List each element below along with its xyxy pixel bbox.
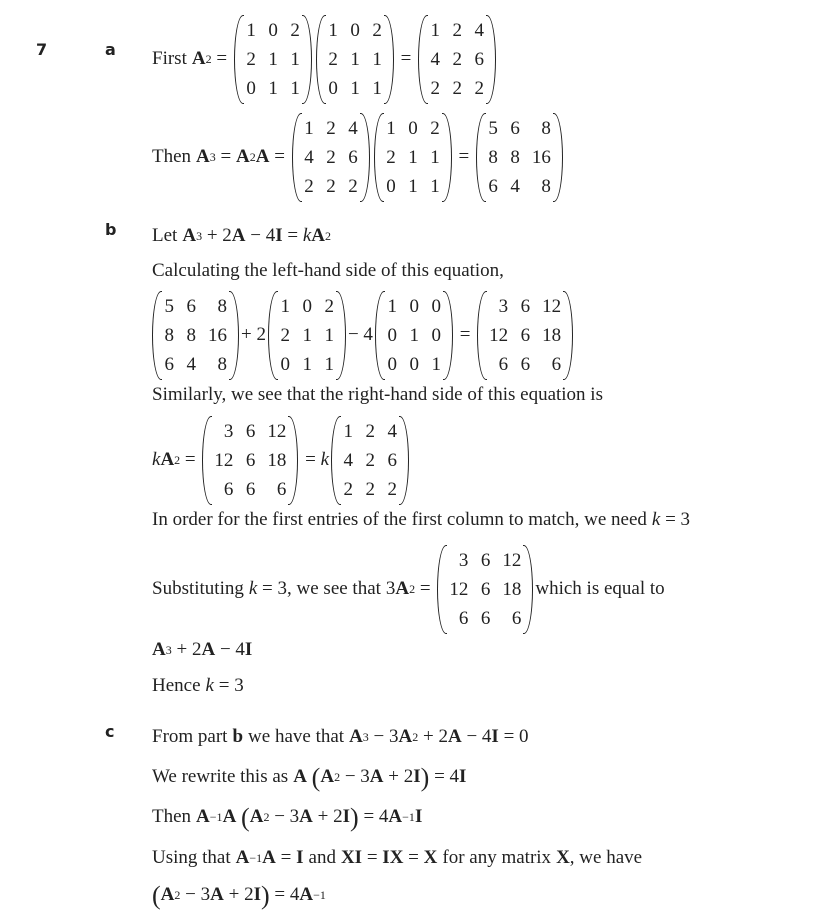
matrix-entry: 0 [387,324,397,346]
matrix-A [374,113,452,202]
matrix-entry: 16 [208,324,227,346]
similarly-text: Similarly, we see that the right-hand side of this equation is [152,384,603,405]
matrix-entry: 6 [474,48,485,70]
right-parenthesis [384,15,394,104]
matrix-entry: 6 [164,353,174,375]
part-c-line-5: ( A 2 − 3 A + 2 I ) = 4 A −1 [152,881,326,910]
part-c-line-1: From part b we have that A 3 − 3 A 2 + 2 A − 4 I = 0 [152,726,529,747]
k-value: 3 [234,675,244,696]
matrix-entry: 6 [498,353,509,375]
matrix-entry: 6 [510,117,520,139]
matrix-entry: 6 [245,420,256,442]
matrix-entry: 3 [498,295,509,317]
matrix-entry: 1 [372,48,382,70]
matrix-entry: 1 [408,146,418,168]
right-parenthesis [302,15,312,104]
then-text: Then [152,806,192,827]
matrix-entry: 2 [365,449,376,471]
matrix-entry: 6 [348,146,358,168]
matrix-entry: 2 [452,77,463,99]
matrix-entry: 8 [186,324,196,346]
matrix-entry: 1 [430,175,440,197]
left-parenthesis [292,113,302,202]
matrix-entry: 12 [267,420,287,442]
part-a-label: a [105,40,116,59]
part-b-let-line: Let A 3 + 2 A − 4 I = k A 2 [152,225,332,246]
matrix-entry: 8 [541,175,551,197]
matrix-entry: 5 [488,117,498,139]
matrix-entry: 2 [372,19,382,41]
rhs-equation: k A 2 = 3 6 12 12 6 18 6 6 6 = k 1 2 4 4 2 6 2 2 2 [152,418,411,502]
matrix-entry: 1 [302,324,312,346]
right-parenthesis [443,291,453,380]
right-parenthesis [399,416,409,505]
k-value: 3 [680,509,691,530]
matrix-entry: 1 [387,295,397,317]
matrix-entry: 2 [326,146,336,168]
matrix-entry: 2 [452,19,463,41]
then-text: Then [152,146,192,167]
matrix-entry: 4 [474,19,485,41]
and-text: and [308,847,336,868]
matrix-entry: 6 [520,324,531,346]
matrix-entry: 1 [386,117,396,139]
matrix-entry: 2 [365,478,376,500]
matrix-entry: 2 [304,175,314,197]
right-parenthesis [563,291,573,380]
matrix-entry: 0 [431,324,441,346]
matrix-entry: 1 [430,146,440,168]
matrix-entry: 0 [387,353,397,375]
matrix-entry: 0 [328,77,338,99]
substituting-text: Substituting [152,578,244,599]
matrix-entry: 1 [343,420,354,442]
matrix-entry: 4 [510,175,520,197]
matrix-grid [447,545,523,634]
matrix-entry: 2 [290,19,300,41]
k-value: 3 [277,578,288,599]
order-line: In order for the first entries of the first column to match, we need k = 3 [152,509,691,530]
matrix-grid [326,15,384,104]
left-parenthesis [234,15,244,104]
hence-text: Hence [152,675,201,696]
matrix-entry: 6 [245,478,256,500]
matrix-grid [385,291,443,380]
matrix-entry: 0 [268,19,278,41]
matrix-entry: 6 [488,175,498,197]
matrix-A [268,291,346,380]
matrix-entry: 12 [449,578,469,600]
matrix-lhs-result [477,291,573,380]
part-c-line-3: Then A −1 A ( A 2 − 3 A + 2 I ) = 4 A −1 I [152,803,423,832]
matrix-entry: 2 [430,117,440,139]
matrix-grid [244,15,302,104]
part-c-line-4: Using that A −1 A = I and XI = IX = X for any matrix X , we have [152,847,643,868]
matrix-A2 [292,113,370,202]
matrix-A3 [476,113,563,202]
matrix-entry: 12 [214,449,234,471]
left-parenthesis [437,545,447,634]
matrix-3A2 [437,545,533,634]
matrix-entry: 18 [542,324,562,346]
left-parenthesis [477,291,487,380]
matrix-entry: 4 [304,146,314,168]
matrix-A2 [418,15,496,104]
matrix-entry: 2 [326,175,336,197]
matrix-entry: 6 [480,578,491,600]
matrix-entry: 1 [350,48,360,70]
matrix-entry: 2 [387,478,398,500]
right-parenthesis [442,113,452,202]
matrix-entry: 12 [542,295,562,317]
matrix-entry: 6 [245,449,256,471]
part-c-line-2: We rewrite this as A ( A 2 − 3 A + 2 I ) = 4 I [152,763,467,792]
matrix-grid [302,113,360,202]
question-number: 7 [36,40,48,59]
matrix-entry: 4 [387,420,398,442]
we-have-that-text: we have that [248,726,345,747]
for-any-matrix-text: for any matrix [442,847,552,868]
matrix-A [316,15,394,104]
right-parenthesis [336,291,346,380]
matrix-entry: 8 [510,146,520,168]
matrix-entry: 1 [431,353,441,375]
matrix-entry: 8 [164,324,174,346]
matrix-A3 [152,291,239,380]
matrix-entry: 1 [268,48,278,70]
matrix-lhs-result [202,416,298,505]
coef-minus-4: − 4 [347,324,373,345]
left-parenthesis [268,291,278,380]
right-parenthesis [553,113,563,202]
left-parenthesis [316,15,326,104]
order-text: In order for the first entries of the first column to match, we need [152,509,647,530]
matrix-entry: 18 [502,578,522,600]
matrix-entry: 1 [290,77,300,99]
matrix-grid [341,416,399,505]
substituting-line: Substituting k = 3 , we see that 3 A 2 = 3 6 12 12 6 18 6 6 6 which is equal to [152,545,665,633]
matrix-entry: 2 [430,77,441,99]
part-a-line-2: Then A 3 = A 2 A = 1 2 4 4 2 6 2 2 2 1 0 2 2 1 1 0 1 1 = 5 6 8 8 8 16 6 4 8 [152,114,565,200]
matrix-entry: 5 [164,295,174,317]
left-parenthesis [331,416,341,505]
let-text: Let [152,225,178,246]
matrix-entry: 0 [350,19,360,41]
matrix-entry: 1 [246,19,256,41]
matrix-entry: 8 [541,117,551,139]
matrix-entry: 2 [280,324,290,346]
matrix-entry: 6 [387,449,398,471]
matrix-entry: 6 [520,353,531,375]
matrix-entry: 6 [186,295,196,317]
right-parenthesis [486,15,496,104]
matrix-entry: 2 [246,48,256,70]
matrix-entry: 6 [480,549,491,571]
matrix-A [234,15,312,104]
first-text: First [152,48,187,69]
matrix-entry: 2 [324,295,334,317]
left-parenthesis [418,15,428,104]
matrix-grid [486,113,553,202]
matrix-entry: 0 [409,295,419,317]
matrix-entry: 0 [246,77,256,99]
lhs-expression: A 3 + 2 A − 4 I [152,639,253,660]
matrix-entry: 2 [365,420,376,442]
matrix-entry: 12 [502,549,522,571]
matrix-entry: 16 [531,146,551,168]
matrix-entry: 6 [511,607,522,629]
matrix-entry: 4 [430,48,441,70]
matrix-entry: 3 [458,549,469,571]
left-parenthesis [375,291,385,380]
matrix-entry: 0 [280,353,290,375]
from-part-text: From part [152,726,228,747]
right-parenthesis [229,291,239,380]
matrix-entry: 12 [489,324,509,346]
matrix-entry: 1 [324,353,334,375]
matrix-entry: 18 [267,449,287,471]
matrix-entry: 2 [386,146,396,168]
matrix-entry: 0 [302,295,312,317]
matrix-grid [212,416,288,505]
left-parenthesis [152,291,162,380]
part-c-label: c [105,722,115,741]
right-parenthesis [360,113,370,202]
left-parenthesis [374,113,384,202]
matrix-entry: 1 [372,77,382,99]
matrix-entry: 2 [452,48,463,70]
left-parenthesis [202,416,212,505]
which-is-equal-text: which is equal to [535,578,665,599]
lhs-equation: 5 6 8 8 8 16 6 4 8 + 2 1 0 2 2 1 1 0 1 1 − 4 1 0 0 0 1 0 0 0 1 = 3 6 12 12 6 18 6 6 6 [152,293,575,377]
using-that-text: Using that [152,847,231,868]
matrix-entry: 1 [350,77,360,99]
matrix-entry: 1 [328,19,338,41]
matrix-entry: 1 [304,117,314,139]
matrix-grid [384,113,442,202]
matrix-grid [162,291,229,380]
we-have-text: , we have [569,847,643,868]
matrix-entry: 0 [431,295,441,317]
part-b-label: b [105,220,117,239]
matrix-entry: 8 [488,146,498,168]
hence-line: Hence k = 3 [152,675,244,696]
matrix-entry: 6 [480,607,491,629]
matrix-entry: 4 [348,117,358,139]
matrix-entry: 1 [408,175,418,197]
matrix-entry: 2 [348,175,358,197]
rewrite-text: We rewrite this as [152,766,289,787]
matrix-entry: 6 [551,353,562,375]
matrix-entry: 2 [474,77,485,99]
matrix-entry: 2 [326,117,336,139]
matrix-entry: 0 [408,117,418,139]
matrix-entry: 0 [409,353,419,375]
matrix-entry: 8 [217,353,227,375]
right-parenthesis [523,545,533,634]
matrix-entry: 0 [386,175,396,197]
matrix-entry: 1 [280,295,290,317]
matrix-entry: 2 [343,478,354,500]
matrix-entry: 6 [520,295,531,317]
matrix-A2 [331,416,409,505]
matrix-entry: 3 [223,420,234,442]
matrix-entry: 8 [217,295,227,317]
matrix-grid [487,291,563,380]
matrix-grid [428,15,486,104]
matrix-entry: 2 [328,48,338,70]
matrix-entry: 1 [290,48,300,70]
matrix-entry: 4 [343,449,354,471]
matrix-entry: 1 [324,324,334,346]
we-see-text: , we see that [287,578,381,599]
calc-text: Calculating the left-hand side of this equation, [152,260,504,281]
matrix-entry: 6 [223,478,234,500]
right-parenthesis [288,416,298,505]
matrix-entry: 1 [268,77,278,99]
left-parenthesis [476,113,486,202]
matrix-entry: 1 [302,353,312,375]
part-b-ref: b [232,726,244,747]
matrix-grid [278,291,336,380]
matrix-I [375,291,453,380]
matrix-entry: 1 [430,19,441,41]
matrix-entry: 4 [186,353,196,375]
part-a-line-1: First A 2 = 1 0 2 2 1 1 0 1 1 1 0 2 2 1 1 0 1 1 = 1 2 4 4 2 6 2 2 2 [152,16,498,102]
coef-plus-2: + 2 [241,324,266,345]
matrix-entry: 6 [458,607,469,629]
matrix-entry: 6 [276,478,287,500]
matrix-entry: 1 [409,324,419,346]
